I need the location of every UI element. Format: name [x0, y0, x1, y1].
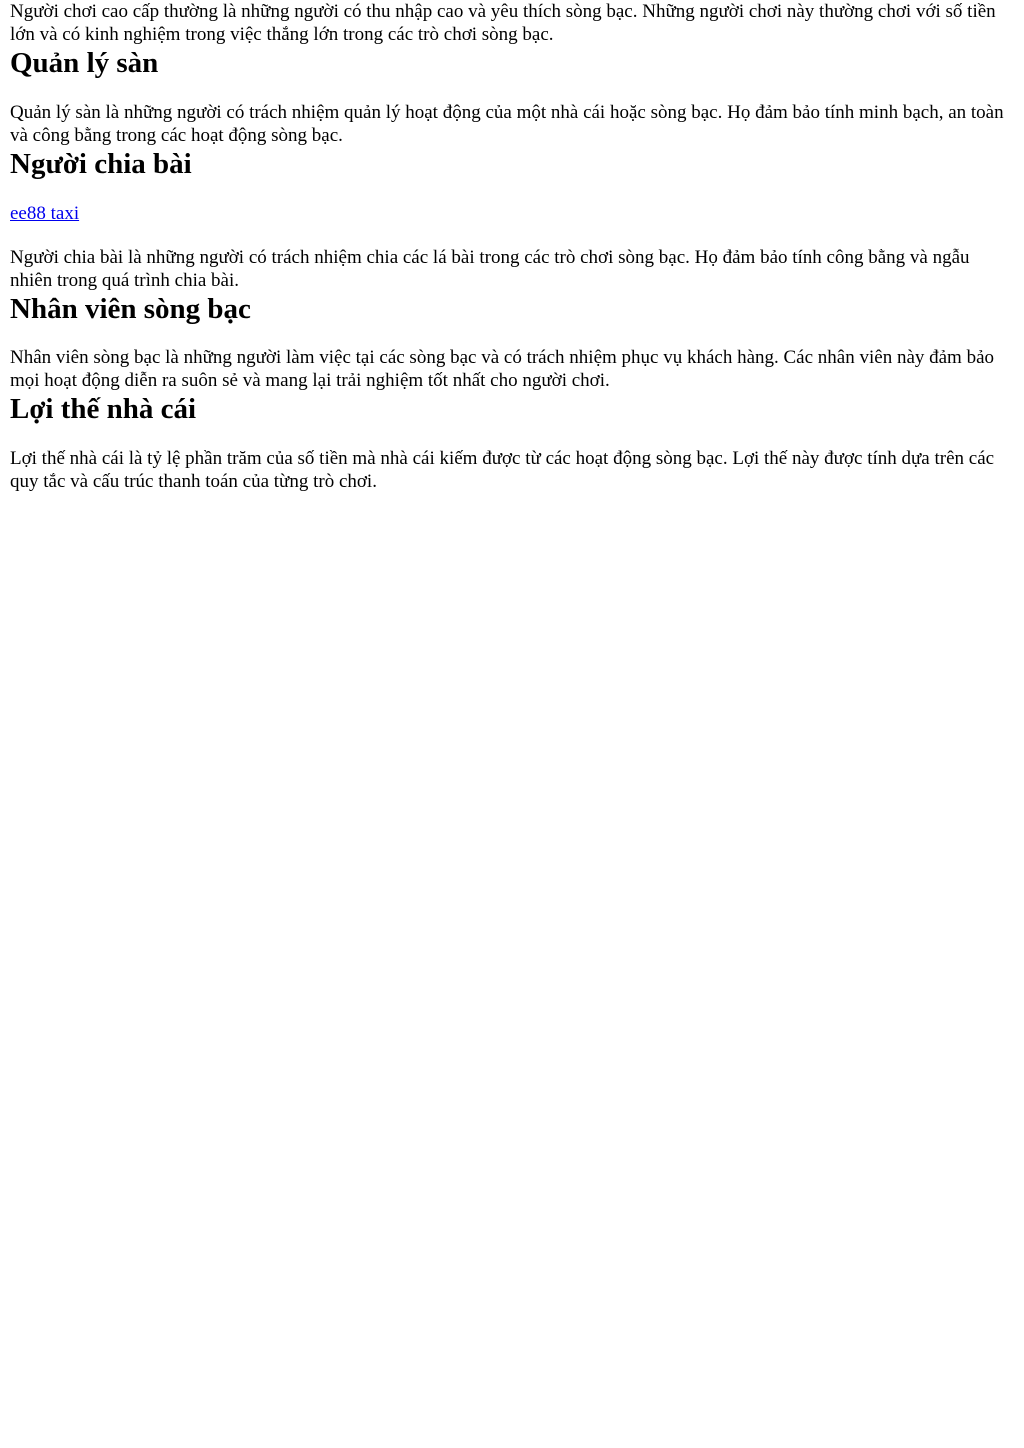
heading-dealer: Người chia bài: [10, 148, 192, 180]
ee88-taxi-link[interactable]: ee88 taxi: [10, 203, 80, 224]
paragraph-casino-staff: Nhân viên sòng bạc là những người làm việc tại các sòng bạc và có trách nhiệm phục vụ khách hàng. Các nhân viên này đảm bảo mọi hoạt động diễn ra suôn sẻ và mang lại trải nghiệm tốt nhất cho người chơi.: [10, 347, 995, 391]
heading-house-edge: Lợi thế nhà cái: [10, 393, 197, 425]
heading-casino-staff: Nhân viên sòng bạc: [10, 293, 251, 325]
intro-paragraph: Người chơi cao cấp thường là những người có thu nhập cao và yêu thích sòng bạc. Những người chơi này thường chơi với số tiền lớn và có kinh nghiệm trong việc thắng lớn trong các trò chơi sòng bạc.: [10, 1, 996, 45]
article: [0, 0, 1024, 493]
link-paragraph: [10, 202, 1014, 225]
paragraph-floor-manager: Quản lý sàn là những người có trách nhiệm quản lý hoạt động của một nhà cái hoặc sòng bạc. Họ đảm bảo tính minh bạch, an toàn và công bằng trong các hoạt động sòng bạc.: [10, 102, 1004, 146]
paragraph-house-edge: Lợi thế nhà cái là tỷ lệ phần trăm của số tiền mà nhà cái kiếm được từ các hoạt động sòng bạc. Lợi thế này được tính dựa trên các quy tắc và cấu trúc thanh toán của từng trò chơi.: [10, 448, 995, 492]
paragraph-dealer: Người chia bài là những người có trách nhiệm chia các lá bài trong các trò chơi sòng bạc. Họ đảm bảo tính công bằng và ngẫu nhiên trong quá trình chia bài.: [10, 247, 970, 291]
heading-floor-manager: Quản lý sàn: [10, 47, 159, 79]
